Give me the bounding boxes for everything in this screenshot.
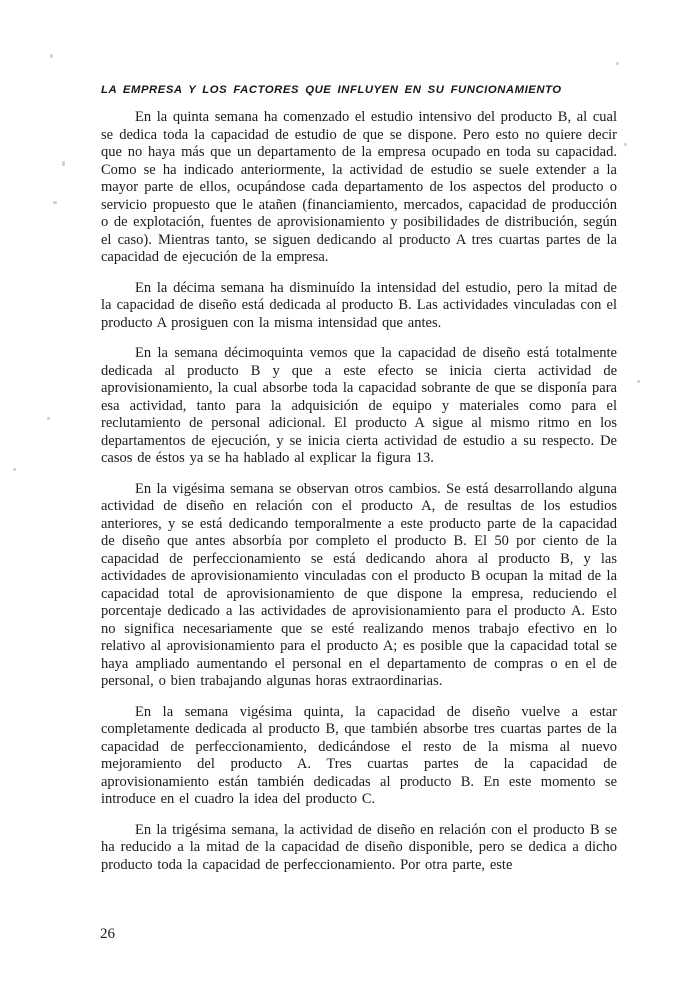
body-paragraph-4: En la vigésima semana se observan otros cambios. Se está desarrollando alguna actividad de diseño en relación con el producto A, de resultas de los estudios anteriores, y se está dedicando temporalmente a este producto parte de la capacidad de diseño que antes absorbía por completo el producto B. El 50 por ciento de la capacidad de perfeccionamiento se está dedicando ahora al producto B, y las actividades de aprovisionamiento vinculadas con el producto B ocupan la mitad de la capacidad total de aprovisionamiento de que dispone la empresa, reduciendo el porcentaje dedicado a las actividades de aprovisionamiento para el producto A. Esto no significa necesariamente que se esté realizando menos trabajo efectivo en lo relativo al aprovisionamiento para el producto A; es posible que la capacidad total se haya ampliado aumentando el personal en el departamento de compras o en el de personal, o bien trabajando algunas horas extraordinarias. <box>101 480 617 689</box>
scan-speck <box>637 380 640 383</box>
body-paragraph-1: En la quinta semana ha comenzado el estudio intensivo del producto B, al cual se dedica toda la capacidad de estudio de que se dispone. Pero esto no quiere decir que no haya más que un departamento de la empresa ocupado en toda su capacidad. Como se ha indicado anteriormente, la actividad de estudio se suele extender a la mayor parte de ellos, ocupándose cada departamento de los aspectos del producto o servicio propuesto que le atañen (financiamiento, mercados, capacidad de producción o de explotación, fuentes de aprovisionamiento y posibilidades de distribución, según el caso). Mientras tanto, se siguen dedicando al producto A tres cuartas partes de la capacidad de ejecución de la empresa. <box>101 109 617 265</box>
scan-speck <box>13 468 16 471</box>
scan-speck <box>624 143 627 146</box>
scan-speck <box>616 62 619 65</box>
body-paragraph-5: En la semana vigésima quinta, la capacidad de diseño vuelve a estar completamente dedicada al producto B, que también absorbe tres cuartas partes de la capacidad de perfeccionamiento, dedicándose el resto de la misma al nuevo mejoramiento del producto A. Tres cuartas partes de la capacidad de aprovisionamiento están también dedicadas al producto B. En este momento se introduce en el cuadro la idea del producto C. <box>101 703 617 807</box>
scan-speck <box>53 201 57 204</box>
page-number: 26 <box>100 926 115 942</box>
running-header: LA EMPRESA Y LOS FACTORES QUE INFLUYEN EN SU FUNCIONAMIENTO <box>101 84 562 96</box>
body-paragraph-6: En la trigésima semana, la actividad de diseño en relación con el producto B se ha reducido a la mitad de la capacidad de diseño disponible, pero se dedica a dicho producto toda la capacidad de perfeccionamiento. Por otra parte, este <box>101 821 617 873</box>
scan-speck <box>47 417 50 420</box>
body-paragraph-2: En la décima semana ha disminuído la intensidad del estudio, pero la mitad de la capacidad de diseño está dedicada al producto B. Las actividades vinculadas con el producto A prosiguen con la misma intensidad que antes. <box>101 279 617 331</box>
body-paragraph-3: En la semana décimoquinta vemos que la capacidad de diseño está totalmente dedicada al producto B y que a este efecto se inicia cierta actividad de aprovisionamiento, la cual absorbe toda la capacidad sobrante de que se disponía para esa actividad, tanto para la adquisición de equipo y materiales como para el reclutamiento de personal adicional. El producto A sigue al mismo ritmo en los departamentos de ejecución, y se inicia cierta actividad de estudio a su respecto. De casos de éstos ya se ha hablado al explicar la figura 13. <box>101 345 617 466</box>
body-text-block <box>101 109 617 887</box>
scan-speck <box>62 161 65 166</box>
scan-speck <box>50 54 53 58</box>
